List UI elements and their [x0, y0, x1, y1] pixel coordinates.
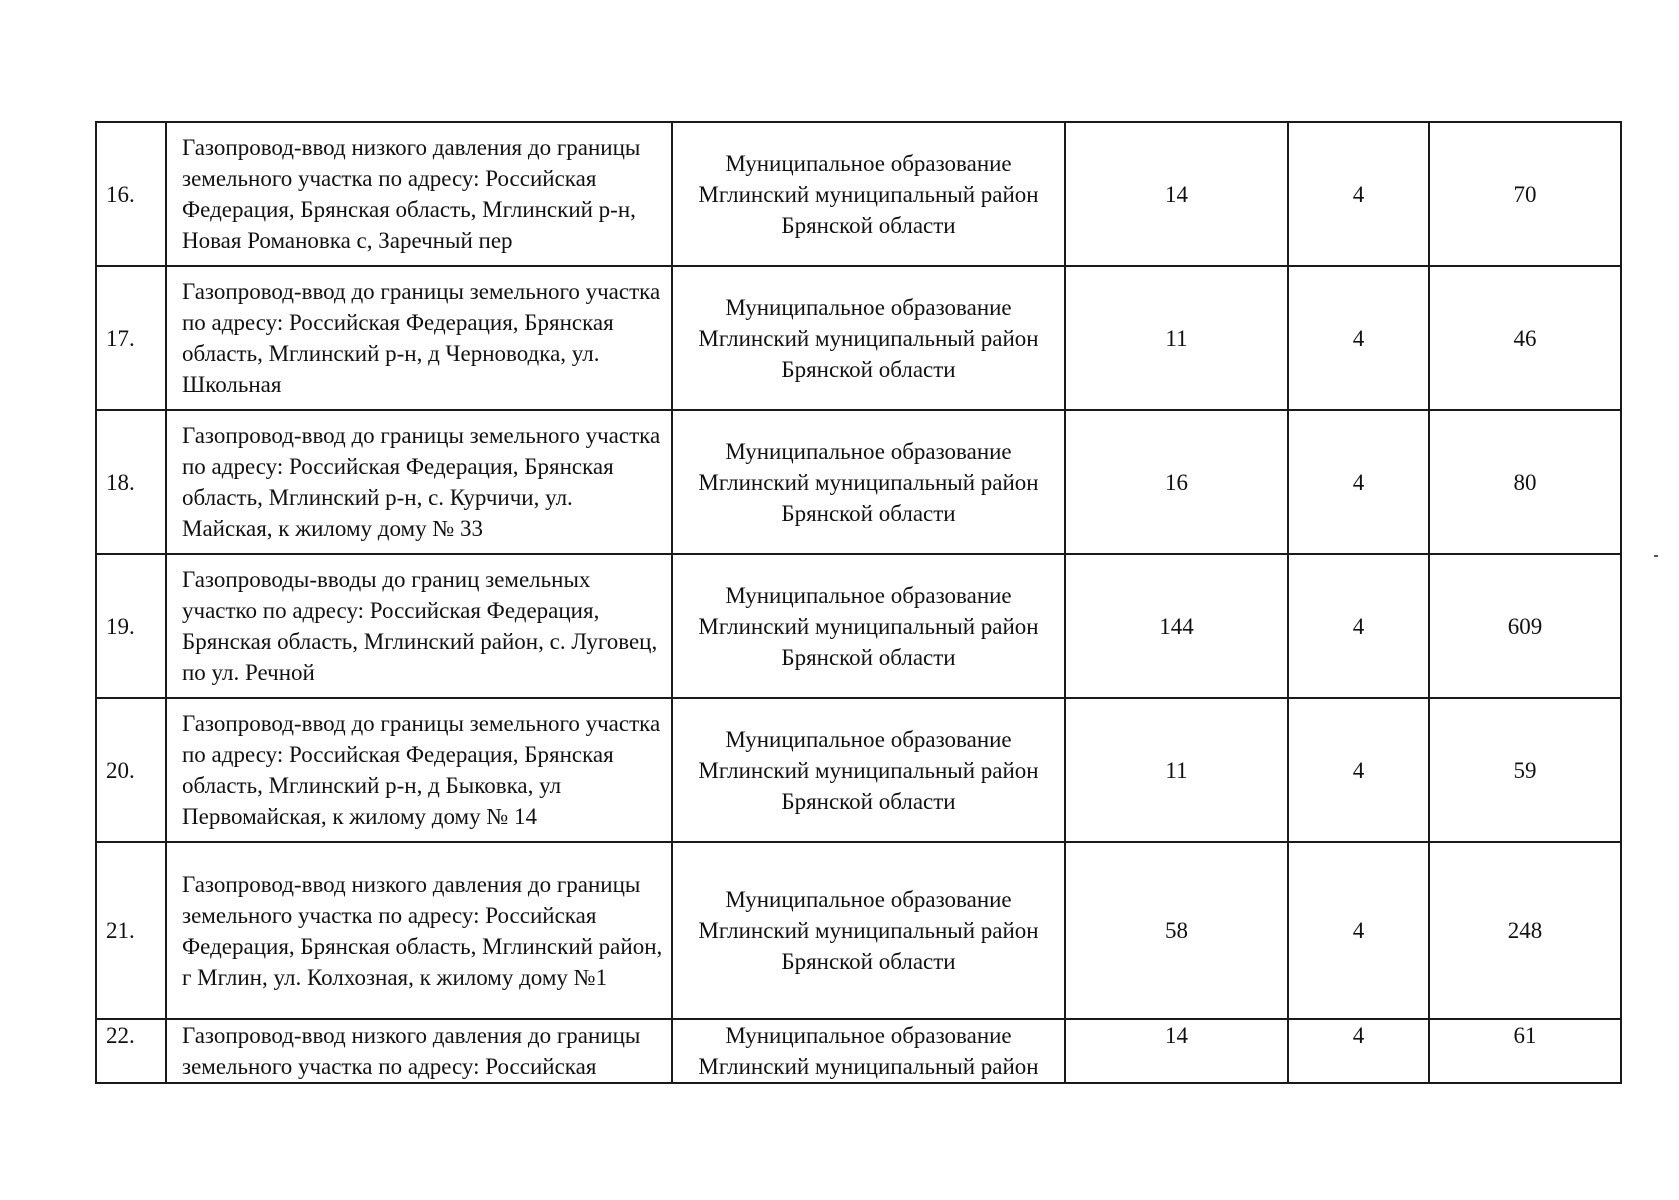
object-description: Газопроводы-вводы до границ земельных участко по адресу: Российская Федерация, Брянская область, Мглинский район, с. Луговец, по ул. Речной [166, 554, 672, 698]
scan-speck [1654, 555, 1658, 557]
owner-name: Муниципальное образование Мглинский муниципальный район Брянской области [672, 554, 1065, 698]
table-row [96, 842, 1621, 1019]
value-col-1: 58 [1065, 842, 1288, 1019]
row-number: 22. [96, 1019, 166, 1083]
table-row [96, 698, 1621, 842]
row-number: 18. [96, 410, 166, 554]
value-col-3: 248 [1429, 842, 1621, 1019]
table-row [96, 122, 1621, 266]
value-col-3: 61 [1429, 1019, 1621, 1083]
value-col-1: 11 [1065, 698, 1288, 842]
row-number: 20. [96, 698, 166, 842]
object-description: Газопровод-ввод до границы земельного участка по адресу: Российская Федерация, Брянская область, Мглинский р-н, д Быковка, ул Первомайская, к жилому дому № 14 [166, 698, 672, 842]
owner-name: Муниципальное образование Мглинский муниципальный район Брянской области [672, 266, 1065, 410]
value-col-1: 14 [1065, 122, 1288, 266]
row-number: 21. [96, 842, 166, 1019]
value-col-1: 14 [1065, 1019, 1288, 1083]
table-row [96, 266, 1621, 410]
value-col-3: 70 [1429, 122, 1621, 266]
value-col-2: 4 [1288, 122, 1429, 266]
owner-name: Муниципальное образование Мглинский муниципальный район Брянской области [672, 842, 1065, 1019]
value-col-3: 609 [1429, 554, 1621, 698]
row-number: 19. [96, 554, 166, 698]
owner-name: Муниципальное образование Мглинский муниципальный район [672, 1019, 1065, 1083]
value-col-3: 80 [1429, 410, 1621, 554]
value-col-2: 4 [1288, 266, 1429, 410]
table-row [96, 554, 1621, 698]
value-col-2: 4 [1288, 410, 1429, 554]
table-row [96, 1019, 1621, 1083]
row-number: 17. [96, 266, 166, 410]
value-col-1: 144 [1065, 554, 1288, 698]
value-col-1: 11 [1065, 266, 1288, 410]
object-description: Газопровод-ввод до границы земельного участка по адресу: Российская Федерация, Брянская область, Мглинский р-н, д Черноводка, ул. Школьная [166, 266, 672, 410]
owner-name: Муниципальное образование Мглинский муниципальный район Брянской области [672, 698, 1065, 842]
object-description: Газопровод-ввод до границы земельного участка по адресу: Российская Федерация, Брянская область, Мглинский р-н, с. Курчичи, ул. Майская, к жилому дому № 33 [166, 410, 672, 554]
row-number: 16. [96, 122, 166, 266]
value-col-2: 4 [1288, 842, 1429, 1019]
value-col-2: 4 [1288, 698, 1429, 842]
value-col-3: 59 [1429, 698, 1621, 842]
data-table [95, 121, 1622, 1084]
value-col-1: 16 [1065, 410, 1288, 554]
object-description: Газопровод-ввод низкого давления до границы земельного участка по адресу: Российская Федерация, Брянская область, Мглинский район, г Мглин, ул. Колхозная, к жилому дому №1 [166, 842, 672, 1019]
object-description: Газопровод-ввод низкого давления до границы земельного участка по адресу: Российская [166, 1019, 672, 1083]
owner-name: Муниципальное образование Мглинский муниципальный район Брянской области [672, 410, 1065, 554]
value-col-3: 46 [1429, 266, 1621, 410]
value-col-2: 4 [1288, 554, 1429, 698]
table-row [96, 410, 1621, 554]
object-description: Газопровод-ввод низкого давления до границы земельного участка по адресу: Российская Федерация, Брянская область, Мглинский р-н, Новая Романовка с, Заречный пер [166, 122, 672, 266]
value-col-2: 4 [1288, 1019, 1429, 1083]
owner-name: Муниципальное образование Мглинский муниципальный район Брянской области [672, 122, 1065, 266]
